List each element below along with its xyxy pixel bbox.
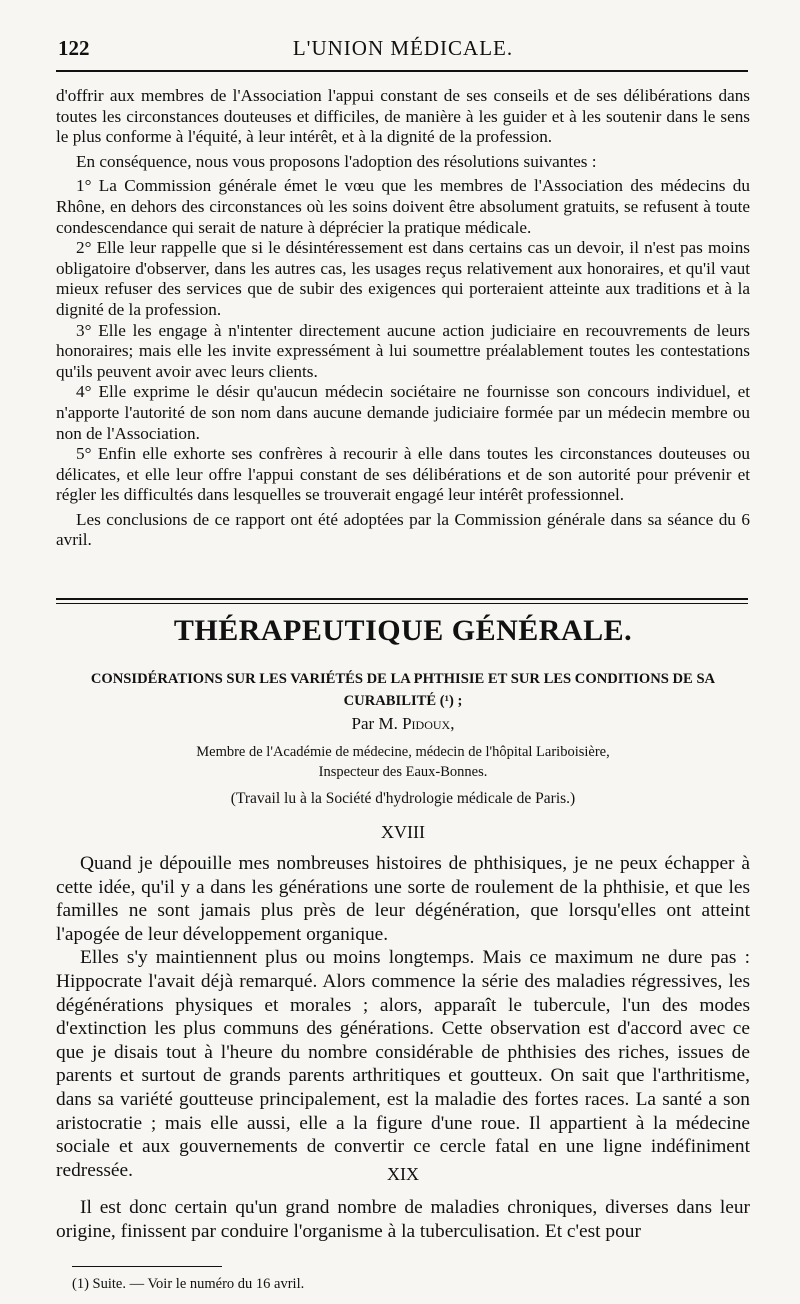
footnote: (1) Suite. — Voir le numéro du 16 avril. <box>72 1276 305 1292</box>
article-title: CONSIDÉRATIONS SUR LES VARIÉTÉS DE LA PHTHISIE ET SUR LES CONDITIONS DE SA CURABILITÉ (¹) ; <box>90 671 716 709</box>
author-affiliation: Membre de l'Académie de médecine, médecin de l'hôpital Lariboisière, <box>196 744 610 760</box>
header-rule <box>56 70 748 72</box>
journal-title: L'UNION MÉDICALE. <box>292 36 514 60</box>
section-numeral: XVIII <box>381 822 425 842</box>
author-line <box>56 714 750 734</box>
footnote-rule <box>72 1266 222 1267</box>
resolution-5: 5° Enfin elle exhorte ses confrères à recourir à elle dans toutes les circonstances douteuses ou délicates, et elle leur offre l'appui constant de ses délibérations et de son autorité pour prévenir et régler les difficultés dans lesquelles se trouverait engagé leur intérêt professionnel. <box>56 444 750 505</box>
article-subtitle: (Travail lu à la Société d'hydrologie médicale de Paris.) <box>230 790 576 807</box>
paragraph: Il est donc certain qu'un grand nombre de maladies chroniques, diverses dans leur origine, finissent par conduire l'organisme à la tuberculisation. Et c'est pour <box>56 1197 750 1242</box>
section-rule-bottom <box>56 603 748 604</box>
resolution-1: 1° La Commission générale émet le vœu que les membres de l'Association des médecins du Rhône, en dehors des circonstances où les soins doivent être absolument gratuits, se refusent à toute condescendance qui serait de nature à déprécier la pratique médicale. <box>56 176 750 237</box>
section-title: THÉRAPEUTIQUE GÉNÉRALE. <box>173 614 633 647</box>
author-prefix: Par M. <box>351 714 403 733</box>
resolution-2: 2° Elle leur rappelle que si le désintéressement est dans certains cas un devoir, il n'est pas moins obligatoire d'observer, dans les autres cas, les usages reçus relativement aux honoraires, et qu'il vaut mieux refuser des services que de subir des exigences qui porteraient atteinte aux traditions et à la dignité de la profession. <box>56 238 750 319</box>
report-conclusion <box>56 86 750 551</box>
page-number: 122 <box>58 36 90 60</box>
section-rule-top <box>56 598 748 600</box>
paragraph: Elles s'y maintiennent plus ou moins longtemps. Mais ce maximum ne dure pas : Hippocrate l'avait déjà remarqué. Alors commence la série des maladies régressives, les dégénérations physiques et morales ; alors, apparaît le tubercule, l'un des modes d'extinction les plus communs des générations. Cette observation est d'accord avec ce que je disais tout à l'heure du nombre considérable de phthisies des riches, issues de parents et surtout de grands parents arthritiques et goutteux. On sait que l'arthritisme, dans sa variété goutteuse principalement, est la maladie des fortes races. La santé a son aristocratie ; mais elle aussi, elle a la figure d'une roue. Il appartient à la médecine sociale et aux gouvernements de convertir ce cercle fatal en une ligne indéfiniment redressée. <box>56 947 750 1181</box>
resolution-3: 3° Elle les engage à n'intenter directement aucune action judiciaire en recouvrements de leurs honoraires; mais elle les invite expressément à lui soumettre préalablement toutes les contestations qu'ils peuvent avoir avec leurs clients. <box>56 320 750 381</box>
paragraph: d'offrir aux membres de l'Association l'appui constant de ses conseils et de ses délibérations dans toutes les circonstances douteuses et difficiles, de manière à les guider et à les soutenir dans le sens le plus conforme à l'équité, à leur intérêt, et à la dignité de la profession. <box>56 86 750 147</box>
section-19-body <box>56 1196 750 1243</box>
section-numeral: XIX <box>387 1164 419 1184</box>
paragraph: Les conclusions de ce rapport ont été adoptées par la Commission générale dans sa séance du 6 avril. <box>56 509 750 550</box>
resolution-4: 4° Elle exprime le désir qu'aucun médecin sociétaire ne fournisse son concours individuel, et n'apporte l'autorité de son nom dans aucune demande judiciaire formée par un médecin membre ou non de l'Association. <box>56 382 750 443</box>
paragraph: Quand je dépouille mes nombreuses histoires de phthisiques, je ne peux échapper à cette idée, qu'il y a dans les générations une sorte de roulement de la phthisie, et que les familles ne sont jamais plus près de leur dégénération, que lorsqu'elles ont atteint l'apogée de leur développement organique. <box>56 853 750 945</box>
paragraph: En conséquence, nous vous proposons l'adoption des résolutions suivantes : <box>76 151 597 171</box>
author-name: Pidoux, <box>402 714 455 733</box>
author-affiliation: Inspecteur des Eaux-Bonnes. <box>318 764 488 780</box>
section-18-body <box>56 852 750 1182</box>
page-header <box>58 36 748 64</box>
